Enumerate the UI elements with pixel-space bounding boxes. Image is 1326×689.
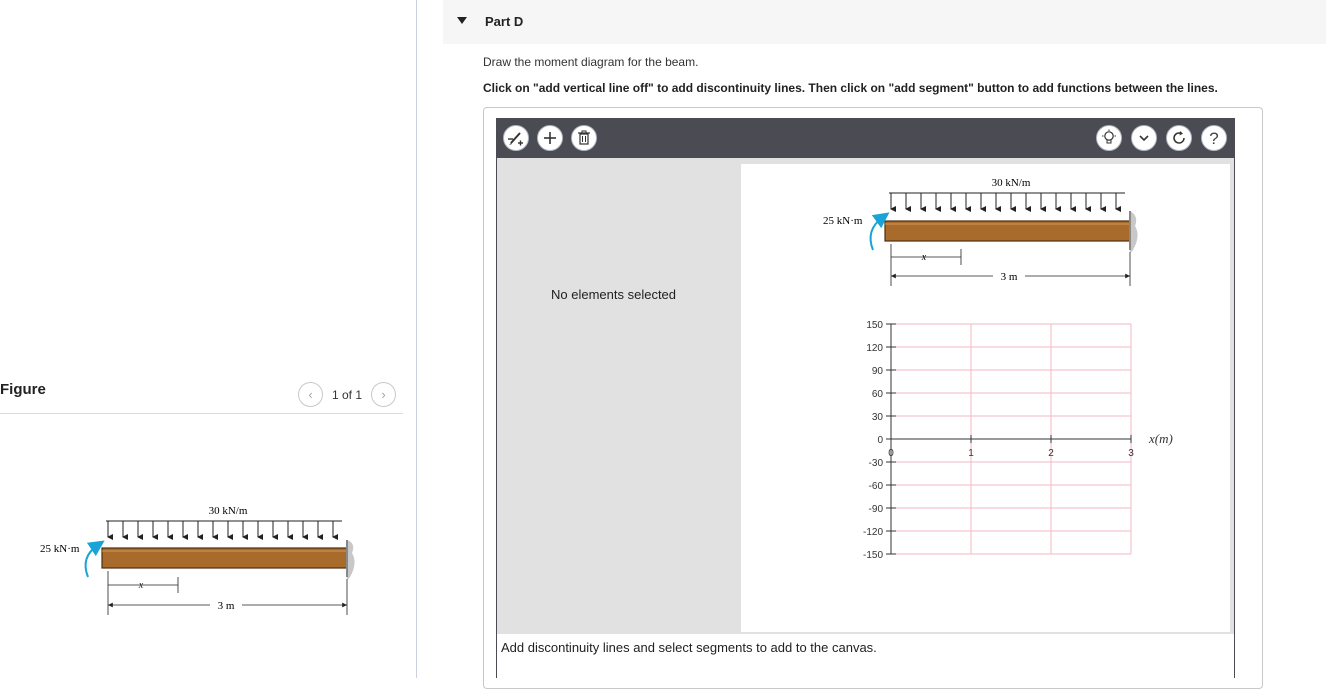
canvas-graphics[interactable] [741,164,1230,632]
chart-y-tick-label: -90 [868,504,883,515]
chart-y-tick-label: 60 [871,389,883,400]
chart-y-tick-label: -150 [862,550,883,561]
instruction-bold-text: Click on "add vertical line off" to add discontinuity lines. Then click on "add segment" button to add functions between the lines. [483,81,1218,95]
figure-load-arrows [108,521,333,537]
chart-x-tick-label: 3 [1128,448,1134,459]
canvas-moment-arrow [871,217,883,250]
part-title[interactable]: Part D [485,14,524,29]
chart-x-tick-label: 0 [888,448,894,459]
figure-x-label: x [138,580,144,591]
figure-page-count: 1 of 1 [332,387,363,402]
more-options-button[interactable] [1131,125,1157,151]
add-vertical-line-icon [507,129,525,147]
chevron-left-icon: ‹ [308,387,313,402]
canvas-load-arrows [891,193,1116,209]
instruction-text: Draw the moment diagram for the beam. [483,55,699,69]
moment-diagram-chart[interactable] [863,320,1173,561]
figure-title: Figure [0,381,46,398]
chart-y-tick-label: 0 [877,435,883,446]
canvas-length-label: 3 m [1000,271,1018,283]
add-segment-icon [542,130,558,146]
figure-beam-diagram [30,495,370,620]
canvas-x-label: x [921,252,927,263]
next-figure-button[interactable] [371,382,396,407]
delete-button[interactable] [571,125,597,151]
hint-bulb-icon [1101,129,1117,147]
part-header[interactable] [443,0,1326,44]
figure-length-label: 3 m [217,600,235,612]
add-vertical-line-button[interactable] [503,125,529,151]
canvas-moment-label: 25 kN·m [823,215,863,227]
drawing-canvas[interactable] [741,164,1230,632]
chart-y-tick-label: -30 [868,458,883,469]
reset-icon [1171,130,1187,146]
reset-button[interactable] [1166,125,1192,151]
panel-divider [416,0,417,678]
status-message: Add discontinuity lines and select segments to add to the canvas. [501,640,877,655]
add-segment-button[interactable] [537,125,563,151]
chevron-right-icon: › [381,387,386,402]
chart-y-tick-label: -60 [868,481,883,492]
prev-figure-button[interactable] [298,382,323,407]
chart-x-tick-label: 1 [968,448,974,459]
chart-y-tick-label: -120 [862,527,883,538]
chart-x-axis-label: x(m) [1149,431,1173,446]
caret-down-icon[interactable] [457,17,467,24]
chevron-down-icon [1138,132,1150,144]
selection-status: No elements selected [551,287,677,302]
chart-y-tick-label: 150 [866,320,883,331]
figure-divider [0,413,403,414]
chart-y-tick-label: 120 [866,343,883,354]
chart-x-tick-label: 2 [1048,448,1054,459]
help-icon: ? [1209,128,1219,148]
chart-y-tick-label: 90 [871,366,883,377]
figure-pager [298,382,396,407]
figure-load-label: 30 kN/m [208,505,248,517]
help-button[interactable] [1201,125,1227,151]
hint-button[interactable] [1096,125,1122,151]
chart-y-tick-label: 30 [871,412,883,423]
drawing-toolbar [496,118,1235,158]
canvas-load-label: 30 kN/m [991,177,1031,189]
figure-moment-arrow [86,545,98,577]
figure-moment-label: 25 kN·m [40,543,80,555]
delete-icon [577,130,591,146]
